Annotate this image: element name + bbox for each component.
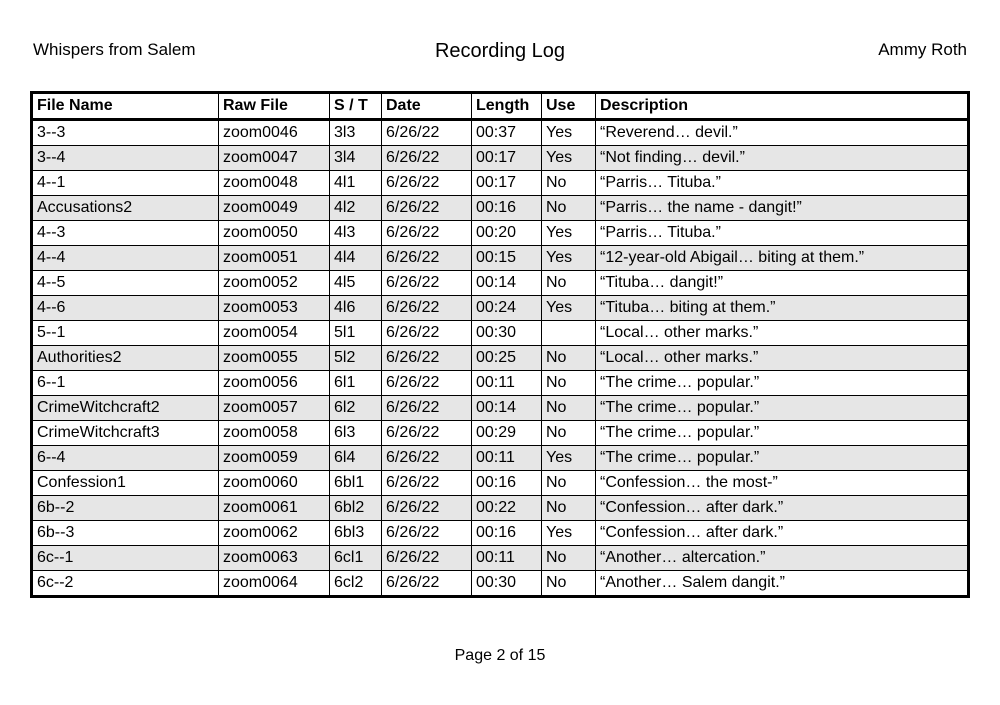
cell-use: Yes: [542, 521, 596, 546]
table-row: [32, 371, 969, 396]
cell-date: 6/26/22: [382, 446, 472, 471]
cell-length: 00:37: [472, 120, 542, 146]
cell-raw-file: zoom0050: [219, 221, 330, 246]
cell-date: 6/26/22: [382, 371, 472, 396]
cell-raw-file: zoom0063: [219, 546, 330, 571]
table-row: [32, 271, 969, 296]
cell-raw-file: zoom0049: [219, 196, 330, 221]
cell-use: No: [542, 171, 596, 196]
cell-date: 6/26/22: [382, 346, 472, 371]
cell-scene-take: 4l4: [330, 246, 382, 271]
column-header-date: Date: [382, 93, 472, 120]
table-row: [32, 196, 969, 221]
cell-description: “Another… Salem dangit.”: [596, 571, 969, 597]
cell-date: 6/26/22: [382, 196, 472, 221]
cell-date: 6/26/22: [382, 471, 472, 496]
cell-scene-take: 6cl1: [330, 546, 382, 571]
cell-length: 00:16: [472, 521, 542, 546]
page-number: Page 2 of 15: [454, 647, 546, 664]
cell-raw-file: zoom0064: [219, 571, 330, 597]
table-row: [32, 396, 969, 421]
cell-length: 00:14: [472, 271, 542, 296]
cell-scene-take: 6cl2: [330, 571, 382, 597]
cell-scene-take: 3l4: [330, 146, 382, 171]
cell-date: 6/26/22: [382, 146, 472, 171]
table-row: [32, 221, 969, 246]
cell-scene-take: 6l4: [330, 446, 382, 471]
cell-raw-file: zoom0061: [219, 496, 330, 521]
cell-description: “Tituba… biting at them.”: [596, 296, 969, 321]
project-title: Whispers from Salem: [33, 40, 196, 59]
cell-length: 00:15: [472, 246, 542, 271]
table-row: [32, 146, 969, 171]
column-header-scene-take: S / T: [330, 93, 382, 120]
cell-date: 6/26/22: [382, 521, 472, 546]
cell-file-name: 4--1: [32, 171, 219, 196]
cell-use: No: [542, 271, 596, 296]
cell-description: “Parris… the name - dangit!”: [596, 196, 969, 221]
author-name: Ammy Roth: [878, 40, 967, 59]
cell-file-name: CrimeWitchcraft2: [32, 396, 219, 421]
cell-length: 00:14: [472, 396, 542, 421]
table-header-row: [32, 93, 969, 120]
table-row: [32, 346, 969, 371]
cell-file-name: 3--4: [32, 146, 219, 171]
cell-raw-file: zoom0048: [219, 171, 330, 196]
cell-length: 00:29: [472, 421, 542, 446]
cell-raw-file: zoom0047: [219, 146, 330, 171]
cell-raw-file: zoom0051: [219, 246, 330, 271]
cell-scene-take: 6bl1: [330, 471, 382, 496]
cell-file-name: 4--6: [32, 296, 219, 321]
column-header-use: Use: [542, 93, 596, 120]
cell-raw-file: zoom0052: [219, 271, 330, 296]
cell-scene-take: 6l1: [330, 371, 382, 396]
cell-file-name: 6c--1: [32, 546, 219, 571]
cell-description: “Confession… after dark.”: [596, 496, 969, 521]
cell-description: “Reverend… devil.”: [596, 120, 969, 146]
table-row: [32, 246, 969, 271]
cell-date: 6/26/22: [382, 120, 472, 146]
cell-description: “Tituba… dangit!”: [596, 271, 969, 296]
table-row: [32, 120, 969, 146]
table-row: [32, 421, 969, 446]
table-row: [32, 521, 969, 546]
cell-length: 00:17: [472, 171, 542, 196]
cell-scene-take: 4l5: [330, 271, 382, 296]
cell-scene-take: 4l3: [330, 221, 382, 246]
cell-date: 6/26/22: [382, 221, 472, 246]
cell-file-name: 6b--3: [32, 521, 219, 546]
cell-date: 6/26/22: [382, 546, 472, 571]
cell-length: 00:16: [472, 471, 542, 496]
cell-description: “12-year-old Abigail… biting at them.”: [596, 246, 969, 271]
cell-file-name: 4--5: [32, 271, 219, 296]
cell-scene-take: 6l2: [330, 396, 382, 421]
cell-raw-file: zoom0057: [219, 396, 330, 421]
cell-file-name: 5--1: [32, 321, 219, 346]
cell-raw-file: zoom0046: [219, 120, 330, 146]
cell-scene-take: 3l3: [330, 120, 382, 146]
cell-use: No: [542, 371, 596, 396]
cell-scene-take: 6l3: [330, 421, 382, 446]
cell-file-name: 6--4: [32, 446, 219, 471]
cell-use: [542, 321, 596, 346]
cell-scene-take: 4l6: [330, 296, 382, 321]
cell-scene-take: 4l2: [330, 196, 382, 221]
cell-file-name: 3--3: [32, 120, 219, 146]
cell-length: 00:17: [472, 146, 542, 171]
cell-date: 6/26/22: [382, 296, 472, 321]
cell-description: “The crime… popular.”: [596, 396, 969, 421]
recording-log-table: [30, 91, 970, 598]
cell-raw-file: zoom0060: [219, 471, 330, 496]
cell-date: 6/26/22: [382, 171, 472, 196]
cell-file-name: Authorities2: [32, 346, 219, 371]
cell-use: No: [542, 496, 596, 521]
cell-raw-file: zoom0056: [219, 371, 330, 396]
cell-length: 00:11: [472, 371, 542, 396]
cell-raw-file: zoom0055: [219, 346, 330, 371]
table-row: [32, 496, 969, 521]
table-row: [32, 471, 969, 496]
cell-use: No: [542, 396, 596, 421]
cell-raw-file: zoom0054: [219, 321, 330, 346]
cell-scene-take: 4l1: [330, 171, 382, 196]
table-body: [32, 120, 969, 597]
cell-use: Yes: [542, 146, 596, 171]
cell-file-name: 6--1: [32, 371, 219, 396]
cell-file-name: 4--3: [32, 221, 219, 246]
cell-date: 6/26/22: [382, 321, 472, 346]
cell-use: Yes: [542, 120, 596, 146]
cell-raw-file: zoom0058: [219, 421, 330, 446]
cell-file-name: Confession1: [32, 471, 219, 496]
cell-length: 00:11: [472, 446, 542, 471]
cell-length: 00:24: [472, 296, 542, 321]
cell-file-name: 4--4: [32, 246, 219, 271]
cell-raw-file: zoom0062: [219, 521, 330, 546]
cell-use: No: [542, 546, 596, 571]
cell-date: 6/26/22: [382, 396, 472, 421]
cell-length: 00:20: [472, 221, 542, 246]
cell-date: 6/26/22: [382, 496, 472, 521]
cell-description: “Confession… the most-”: [596, 471, 969, 496]
cell-length: 00:30: [472, 321, 542, 346]
column-header-raw-file: Raw File: [219, 93, 330, 120]
cell-length: 00:25: [472, 346, 542, 371]
cell-use: Yes: [542, 221, 596, 246]
cell-description: “Not finding… devil.”: [596, 146, 969, 171]
column-header-length: Length: [472, 93, 542, 120]
cell-description: “Parris… Tituba.”: [596, 171, 969, 196]
cell-file-name: 6b--2: [32, 496, 219, 521]
cell-length: 00:22: [472, 496, 542, 521]
cell-description: “Another… altercation.”: [596, 546, 969, 571]
table-row: [32, 546, 969, 571]
cell-use: No: [542, 571, 596, 597]
cell-length: 00:16: [472, 196, 542, 221]
cell-length: 00:30: [472, 571, 542, 597]
column-header-description: Description: [596, 93, 969, 120]
table-row: [32, 171, 969, 196]
cell-description: “Parris… Tituba.”: [596, 221, 969, 246]
column-header-file-name: File Name: [32, 93, 219, 120]
cell-scene-take: 6bl3: [330, 521, 382, 546]
cell-date: 6/26/22: [382, 271, 472, 296]
cell-use: No: [542, 471, 596, 496]
table-row: [32, 446, 969, 471]
cell-scene-take: 5l1: [330, 321, 382, 346]
table-row: [32, 296, 969, 321]
cell-raw-file: zoom0053: [219, 296, 330, 321]
cell-description: “Local… other marks.”: [596, 346, 969, 371]
cell-use: No: [542, 346, 596, 371]
document-title: Recording Log: [434, 40, 566, 62]
table-row: [32, 571, 969, 597]
cell-use: Yes: [542, 246, 596, 271]
cell-use: No: [542, 196, 596, 221]
cell-description: “The crime… popular.”: [596, 446, 969, 471]
cell-description: “The crime… popular.”: [596, 421, 969, 446]
cell-file-name: Accusations2: [32, 196, 219, 221]
cell-date: 6/26/22: [382, 421, 472, 446]
cell-length: 00:11: [472, 546, 542, 571]
cell-scene-take: 6bl2: [330, 496, 382, 521]
cell-use: No: [542, 421, 596, 446]
cell-file-name: 6c--2: [32, 571, 219, 597]
cell-use: Yes: [542, 296, 596, 321]
table-row: [32, 321, 969, 346]
cell-date: 6/26/22: [382, 246, 472, 271]
cell-description: “Confession… after dark.”: [596, 521, 969, 546]
cell-scene-take: 5l2: [330, 346, 382, 371]
cell-raw-file: zoom0059: [219, 446, 330, 471]
cell-description: “The crime… popular.”: [596, 371, 969, 396]
cell-date: 6/26/22: [382, 571, 472, 597]
cell-use: Yes: [542, 446, 596, 471]
cell-file-name: CrimeWitchcraft3: [32, 421, 219, 446]
cell-description: “Local… other marks.”: [596, 321, 969, 346]
